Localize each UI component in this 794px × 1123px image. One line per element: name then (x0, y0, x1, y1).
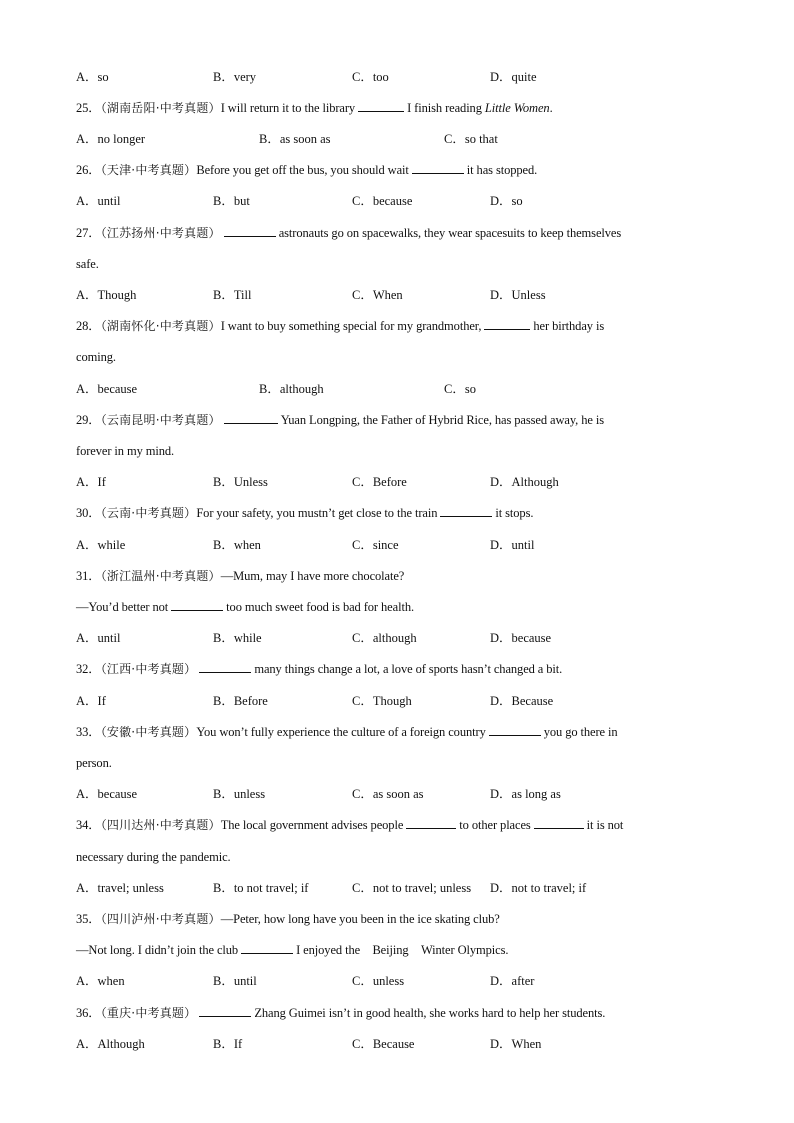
answer-blank[interactable] (224, 225, 276, 237)
answer-blank[interactable] (199, 661, 251, 673)
option-c[interactable]: C．too (352, 70, 389, 84)
answer-blank[interactable] (241, 942, 293, 954)
answer-blank[interactable] (412, 162, 464, 174)
question-source: （重庆·中考真题） (100, 1006, 197, 1020)
question-34-stem: 34．（四川达州·中考真题）The local government advises people to other places it is not (76, 818, 624, 832)
question-source: （安徽·中考真题） (100, 725, 197, 739)
option-c[interactable]: C．Because (352, 1037, 415, 1051)
question-number: 26． (76, 163, 101, 177)
answer-blank[interactable] (484, 318, 530, 330)
option-b[interactable]: B．Before (213, 694, 268, 708)
option-a[interactable]: A．until (76, 631, 121, 645)
option-a[interactable]: A．while (76, 538, 126, 552)
question-number: 30． (76, 506, 101, 520)
option-b[interactable]: B．until (213, 974, 257, 988)
question-28-stem: 28．（湖南怀化·中考真题）I want to buy something special for my grandmother, her birthday is (76, 319, 605, 333)
question-29-stem: 29．（云南昆明·中考真题） Yuan Longping, the Father of Hybrid Rice, has passed away, he is (76, 413, 604, 427)
option-a[interactable]: A．when (76, 974, 125, 988)
answer-blank[interactable] (489, 724, 541, 736)
answer-blank[interactable] (224, 412, 278, 424)
option-c[interactable]: C．since (352, 538, 399, 552)
option-b[interactable]: B．when (213, 538, 261, 552)
question-31-stem: 31．（浙江温州·中考真题）—Mum, may I have more chocolate? (76, 569, 405, 583)
option-a[interactable]: A．until (76, 194, 121, 208)
option-c[interactable]: C．so (444, 382, 476, 396)
option-a[interactable]: A．because (76, 382, 138, 396)
book-title: Little Women (484, 101, 550, 115)
option-d[interactable]: D．so (490, 194, 523, 208)
option-c[interactable]: C．although (352, 631, 417, 645)
option-b[interactable]: B．very (213, 70, 257, 84)
option-c[interactable]: C．so that (444, 132, 498, 146)
option-d[interactable]: D．as long as (490, 787, 561, 801)
question-35-stem-cont: —Not long. I didn’t join the club I enjoyed the Beijing Winter Olympics. (76, 943, 509, 957)
question-number: 27． (76, 226, 101, 240)
answer-blank[interactable] (440, 505, 492, 517)
question-34-stem-cont: necessary during the pandemic. (76, 850, 231, 864)
option-c[interactable]: C．as soon as (352, 787, 424, 801)
question-number: 36． (76, 1006, 101, 1020)
option-a[interactable]: A．because (76, 787, 138, 801)
question-source: （天津·中考真题） (100, 163, 197, 177)
question-26-stem: 26．（天津·中考真题）Before you get off the bus, you should wait it has stopped. (76, 163, 538, 177)
option-b[interactable]: B．If (213, 1037, 243, 1051)
option-d[interactable]: D．until (490, 538, 535, 552)
question-source: （四川泸州·中考真题） (100, 912, 221, 926)
option-d[interactable]: D．Although (490, 475, 559, 489)
question-source: （四川达州·中考真题） (100, 818, 221, 832)
option-a[interactable]: A．Though (76, 288, 137, 302)
question-number: 28． (76, 319, 101, 333)
question-number: 34． (76, 818, 101, 832)
option-b[interactable]: B．as soon as (259, 132, 331, 146)
question-source: （湖南怀化·中考真题） (100, 319, 221, 333)
option-d[interactable]: D．Because (490, 694, 554, 708)
question-source: （湖南岳阳·中考真题） (100, 101, 221, 115)
answer-blank[interactable] (171, 599, 223, 611)
option-b[interactable]: B．but (213, 194, 250, 208)
question-number: 35． (76, 912, 101, 926)
option-b[interactable]: B．although (259, 382, 324, 396)
question-27-stem: 27．（江苏扬州·中考真题） astronauts go on spacewalks, they wear spacesuits to keep themselves (76, 226, 622, 240)
option-a[interactable]: A．If (76, 475, 106, 489)
answer-blank[interactable] (534, 817, 584, 829)
question-28-stem-cont: coming. (76, 350, 116, 364)
question-source: （江西·中考真题） (100, 662, 197, 676)
question-32-stem: 32．（江西·中考真题） many things change a lot, a love of sports hasn’t changed a bit. (76, 662, 563, 676)
question-33-stem: 33．（安徽·中考真题）You won’t fully experience the culture of a foreign country you go there in (76, 725, 618, 739)
option-a[interactable]: A．no longer (76, 132, 146, 146)
question-36-stem: 36．（重庆·中考真题） Zhang Guimei isn’t in good health, she works hard to help her students. (76, 1006, 606, 1020)
option-c[interactable]: C．Before (352, 475, 407, 489)
option-d[interactable]: D．not to travel; if (490, 881, 587, 895)
answer-blank[interactable] (406, 817, 456, 829)
question-35-stem: 35．（四川泸州·中考真题）—Peter, how long have you been in the ice skating club? (76, 912, 500, 926)
question-31-stem-cont: —You’d better not too much sweet food is bad for health. (76, 600, 414, 614)
option-c[interactable]: C．not to travel; unless (352, 881, 472, 895)
option-a[interactable]: A．so (76, 70, 109, 84)
option-a[interactable]: A．Although (76, 1037, 145, 1051)
question-29-stem-cont: forever in my mind. (76, 444, 175, 458)
option-d[interactable]: D．because (490, 631, 552, 645)
option-c[interactable]: C．When (352, 288, 403, 302)
answer-blank[interactable] (199, 1005, 251, 1017)
question-number: 31． (76, 569, 101, 583)
question-source: （江苏扬州·中考真题） (100, 226, 221, 240)
option-d[interactable]: D．after (490, 974, 535, 988)
question-27-stem-cont: safe. (76, 257, 99, 271)
option-d[interactable]: D．Unless (490, 288, 546, 302)
question-number: 25． (76, 101, 101, 115)
option-d[interactable]: D．quite (490, 70, 537, 84)
option-c[interactable]: C．unless (352, 974, 405, 988)
question-source: （云南·中考真题） (100, 506, 197, 520)
question-number: 29． (76, 413, 101, 427)
option-b[interactable]: B．Till (213, 288, 252, 302)
option-c[interactable]: C．Though (352, 694, 412, 708)
question-number: 33． (76, 725, 101, 739)
option-b[interactable]: B．unless (213, 787, 266, 801)
option-b[interactable]: B．to not travel; if (213, 881, 309, 895)
option-b[interactable]: B．Unless (213, 475, 268, 489)
question-25-stem: 25．（湖南岳阳·中考真题）I will return it to the library I finish reading Little Women. (76, 101, 553, 115)
question-source: （浙江温州·中考真题） (100, 569, 221, 583)
question-33-stem-cont: person. (76, 756, 112, 770)
option-b[interactable]: B．while (213, 631, 262, 645)
option-a[interactable]: A．travel; unless (76, 881, 164, 895)
option-d[interactable]: D．When (490, 1037, 542, 1051)
question-number: 32． (76, 662, 101, 676)
answer-blank[interactable] (358, 100, 404, 112)
option-c[interactable]: C．because (352, 194, 413, 208)
question-source: （云南昆明·中考真题） (100, 413, 221, 427)
option-a[interactable]: A．If (76, 694, 106, 708)
question-30-stem: 30．（云南·中考真题）For your safety, you mustn’t get close to the train it stops. (76, 506, 534, 520)
